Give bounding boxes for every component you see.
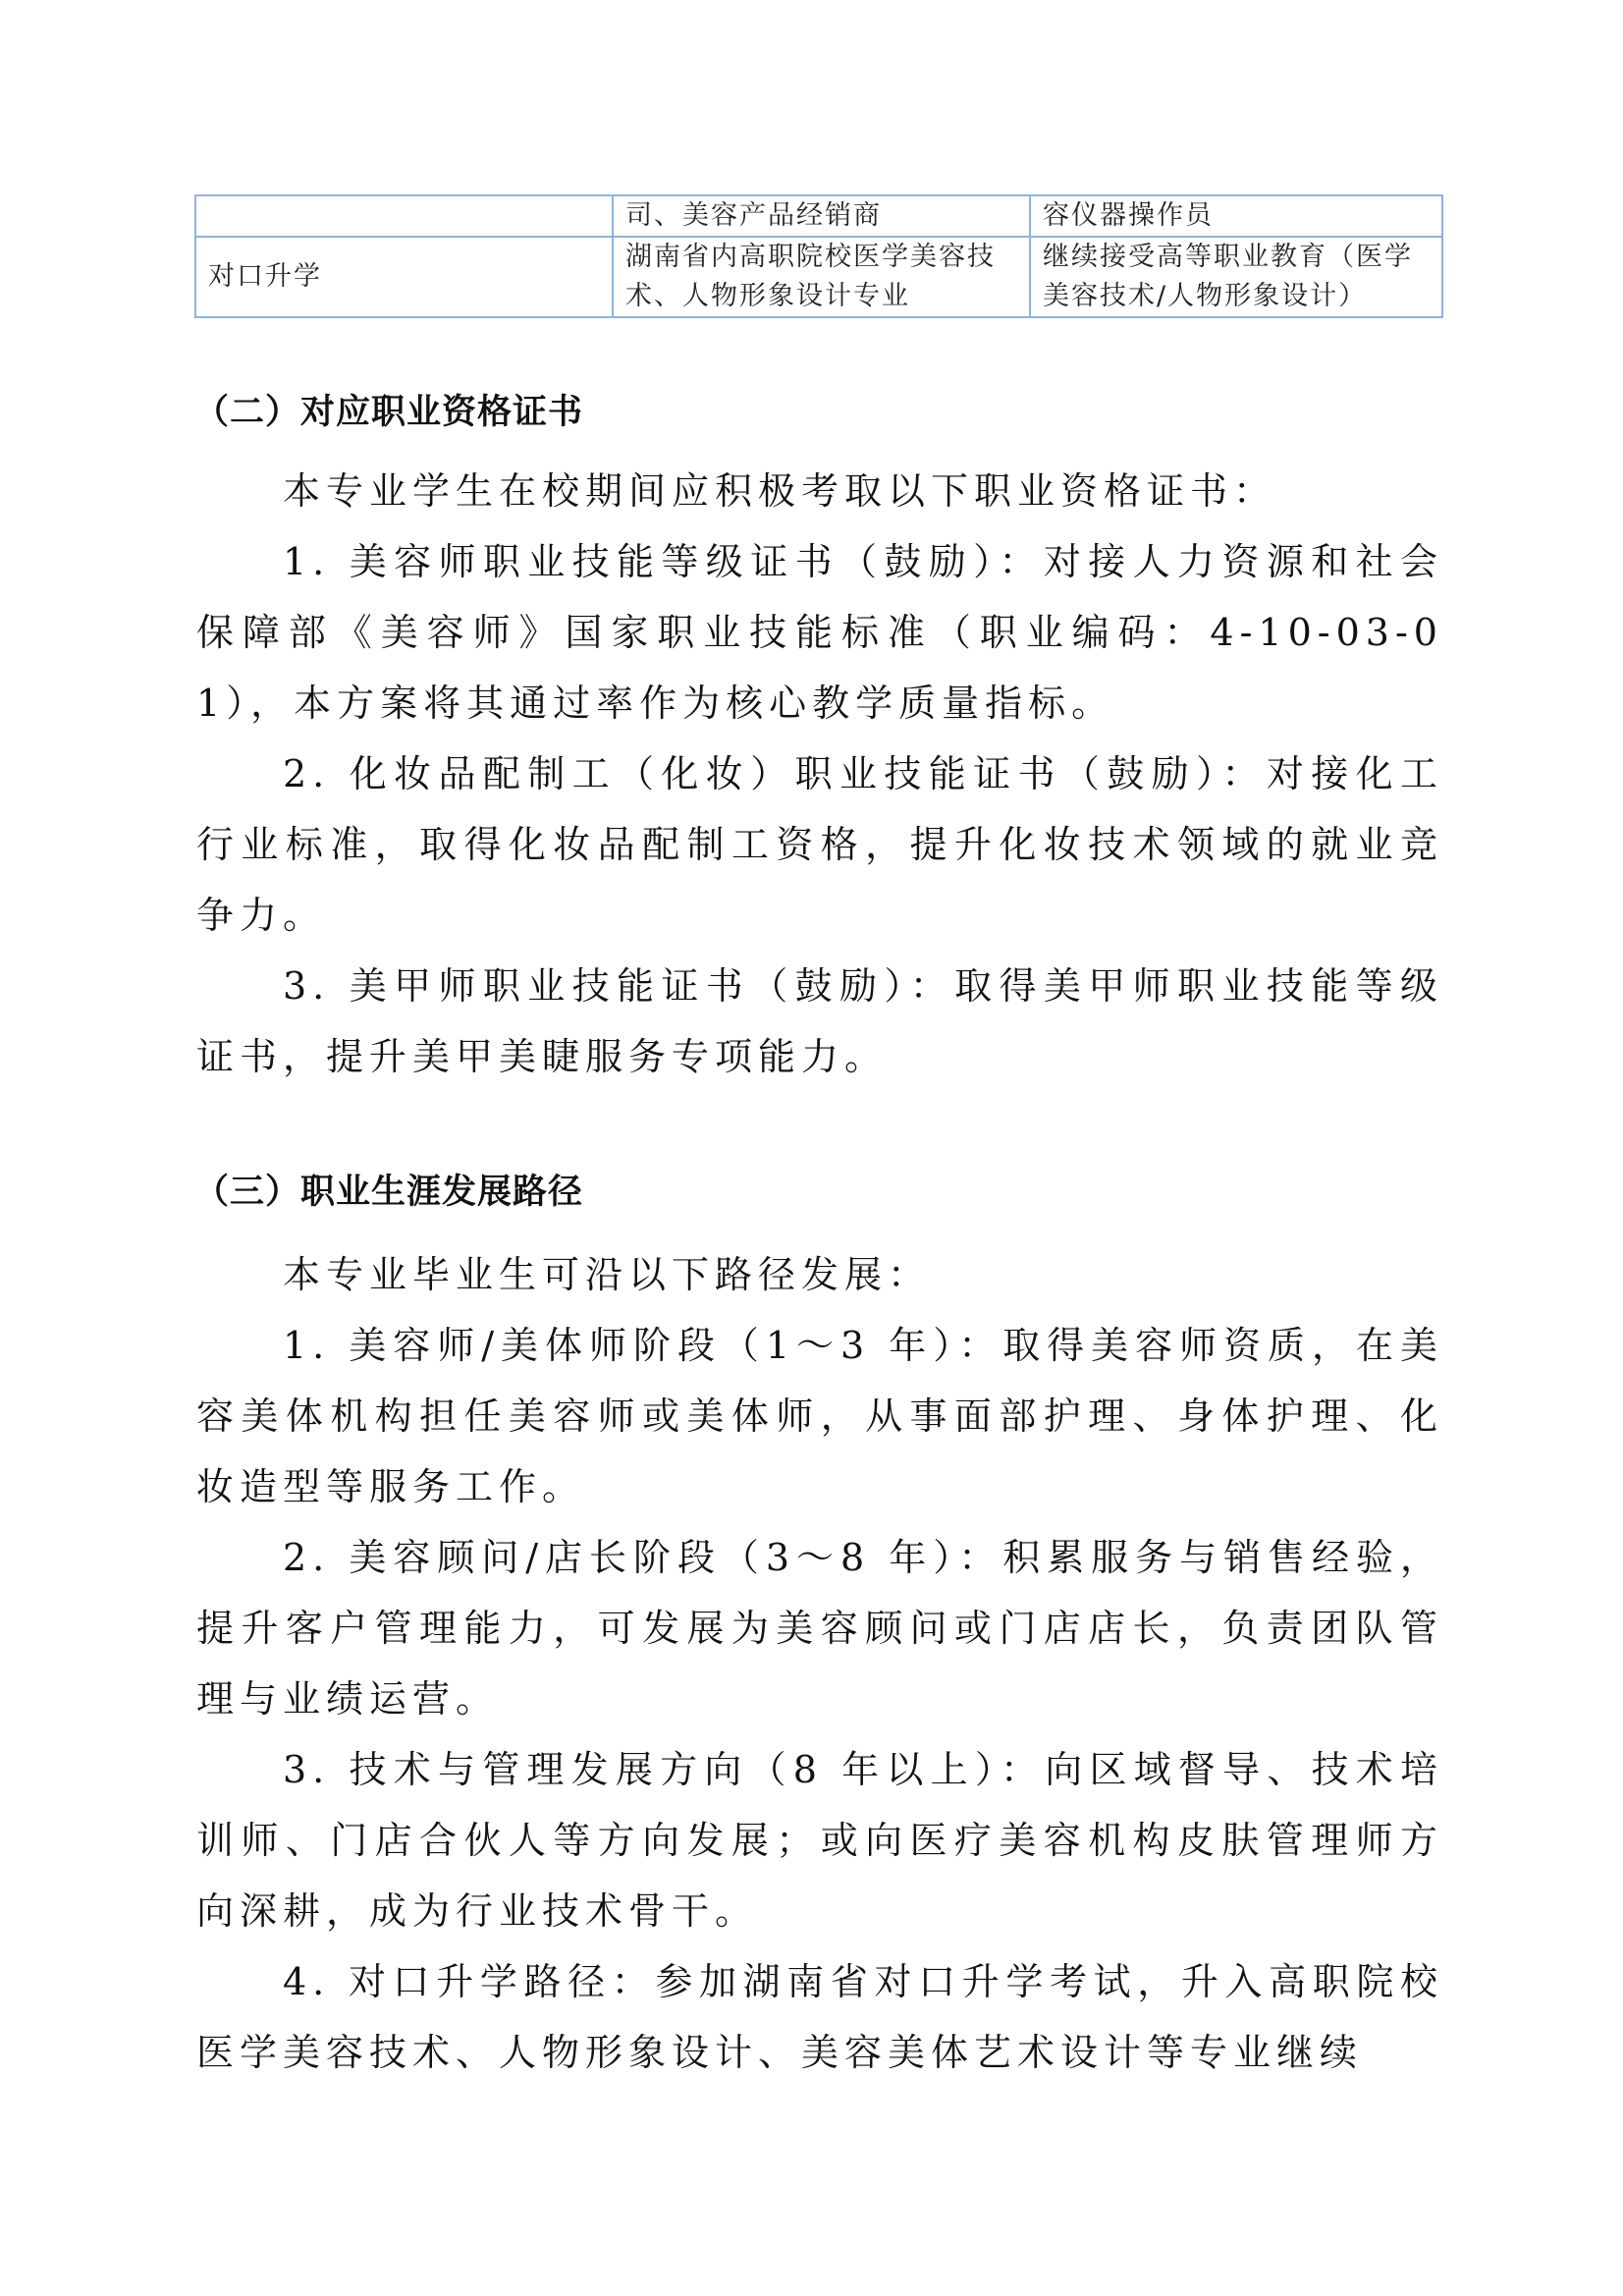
table-cell: 对口升学 <box>195 237 613 317</box>
paragraph: 2. 美容顾问/店长阶段（3～8 年）：积累服务与销售经验，提升客户管理能力，可发展为美容顾问或门店店长，负责团队管理与业绩运营。 <box>196 1536 1443 1721</box>
section-heading-career-path: （三）职业生涯发展路径 <box>194 1173 584 1212</box>
table-cell: 湖南省内高职院校医学美容技术、人物形象设计专业 <box>613 237 1030 317</box>
table-cell: 继续接受高等职业教育（医学美容技术/人物形象设计） <box>1030 237 1442 317</box>
table-row <box>195 237 1442 317</box>
career-table <box>194 194 1443 318</box>
paragraph: 3. 技术与管理发展方向（8 年以上）：向区域督导、技术培训师、门店合伙人等方向发展；或向医疗美容机构皮肤管理师方向深耕，成为行业技术骨干。 <box>196 1748 1443 1933</box>
paragraph: 3. 美甲师职业技能证书（鼓励）：取得美甲师职业技能等级证书，提升美甲美睫服务专项能力。 <box>196 964 1443 1078</box>
paragraph: 4. 对口升学路径：参加湖南省对口升学考试，升入高职院校医学美容技术、人物形象设计、美容美体艺术设计等专业继续 <box>196 1960 1443 2074</box>
table-cell <box>195 195 613 237</box>
paragraph: 1. 美容师职业技能等级证书（鼓励）：对接人力资源和社会保障部《美容师》国家职业技能标准（职业编码：4-10-03-01），本方案将其通过率作为核心教学质量指标。 <box>196 540 1443 725</box>
section-heading-certificates: （二）对应职业资格证书 <box>194 393 584 432</box>
table-cell: 司、美容产品经销商 <box>613 195 1030 237</box>
table-cell: 容仪器操作员 <box>1030 195 1442 237</box>
paragraph: 2. 化妆品配制工（化妆）职业技能证书（鼓励）：对接化工行业标准，取得化妆品配制工资格，提升化妆技术领域的就业竞争力。 <box>196 752 1443 937</box>
table-row <box>195 195 1442 237</box>
paragraph: 本专业毕业生可沿以下路径发展： <box>283 1253 932 1296</box>
paragraph: 本专业学生在校期间应积极考取以下职业资格证书： <box>283 469 1277 513</box>
paragraph: 1. 美容师/美体师阶段（1～3 年）：取得美容师资质，在美容美体机构担任美容师或美体师，从事面部护理、身体护理、化妆造型等服务工作。 <box>196 1324 1443 1508</box>
